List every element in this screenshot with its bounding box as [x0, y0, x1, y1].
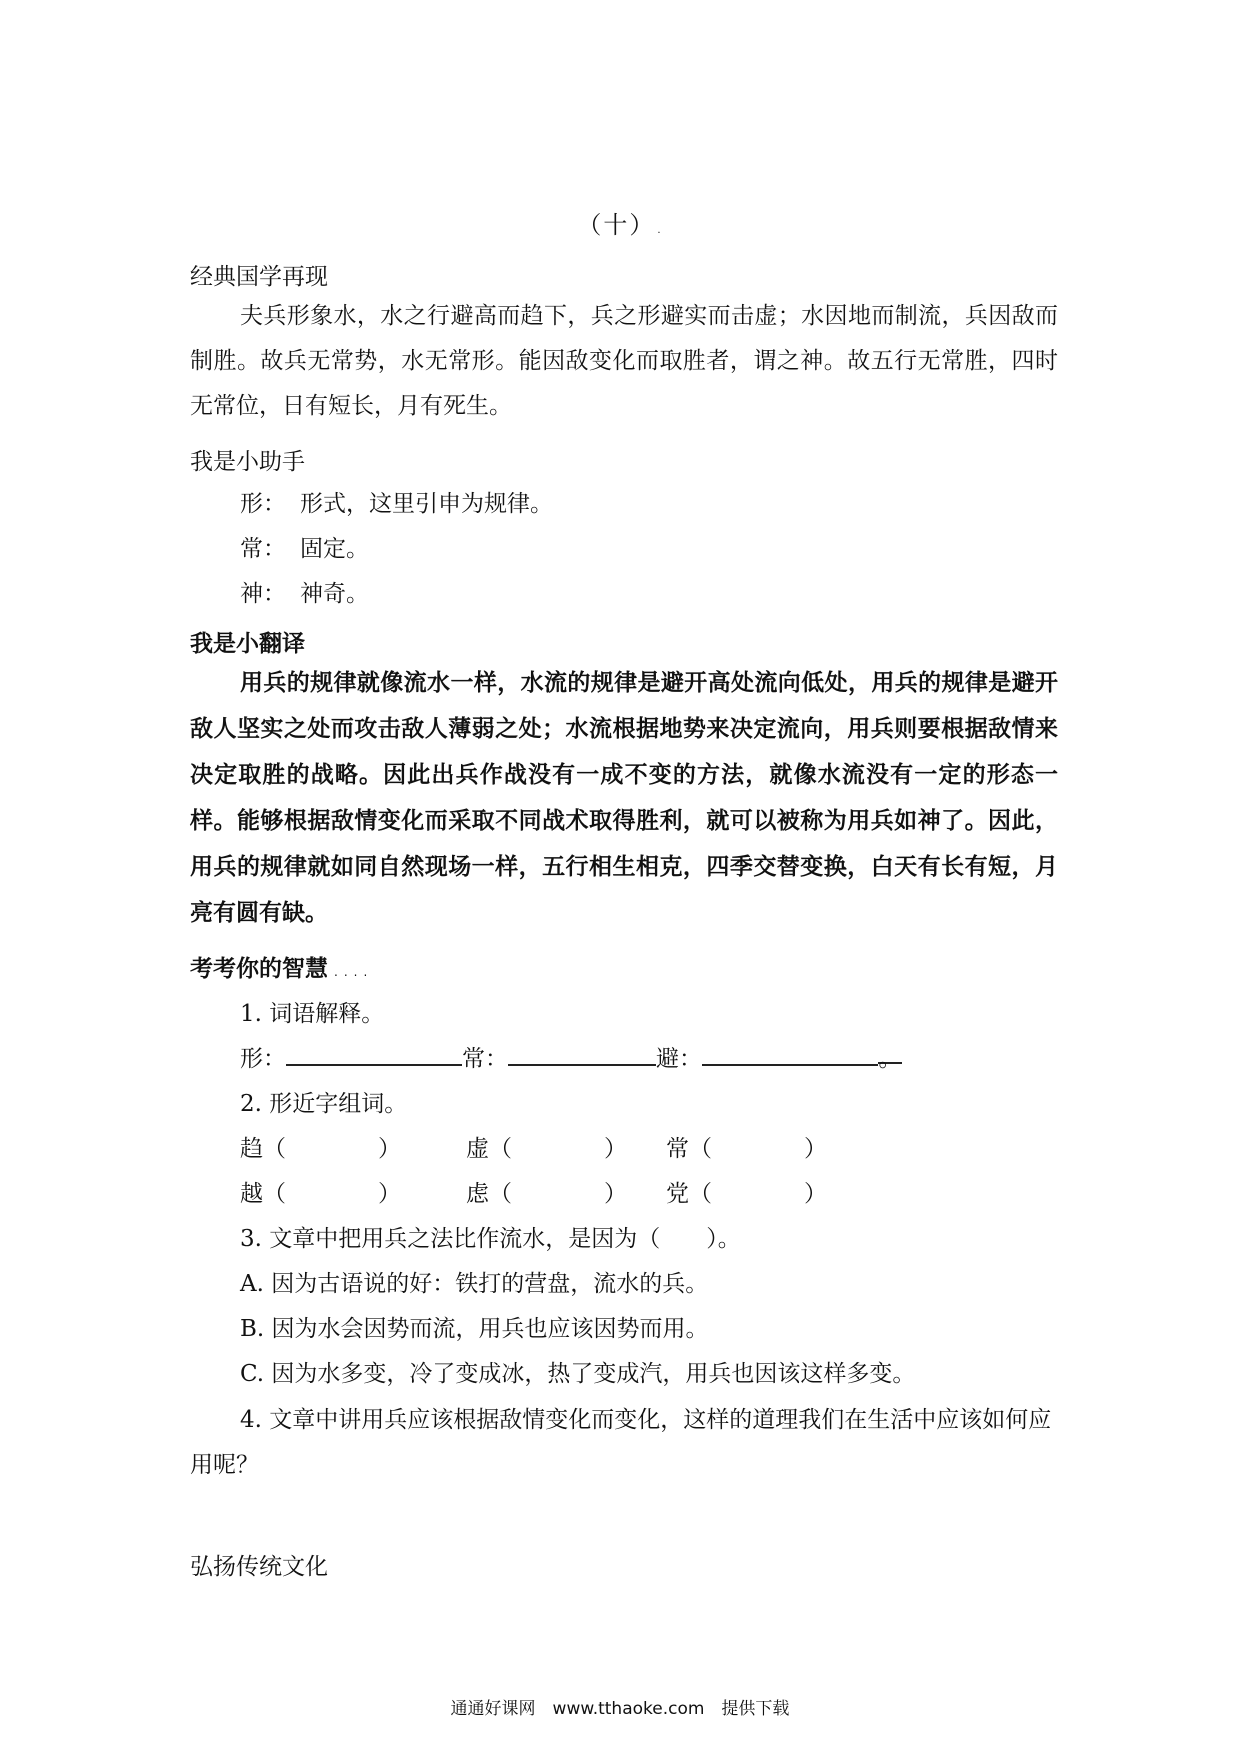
question-4: 4. 文章中讲用兵应该根据敌情变化而变化，这样的道理我们在生活中应该如何应用呢？ — [190, 1407, 1052, 1478]
section-heading-culture: 弘扬传统文化 — [190, 1554, 328, 1580]
answer-blank[interactable] — [286, 1042, 462, 1066]
gloss-definition: 固定。 — [300, 536, 369, 562]
fill-label-chang: 常： — [462, 1046, 508, 1072]
word-group-item[interactable]: 虚（ ） — [466, 1136, 627, 1162]
helper-heading-text: 我是小助手 — [190, 449, 305, 475]
word-group-item[interactable]: 党（ ） — [666, 1181, 827, 1207]
title-text: （十） — [577, 211, 656, 239]
question-1-fill-row — [240, 1040, 902, 1073]
answer-blank[interactable] — [702, 1042, 878, 1066]
section-heading-classic: 经典国学再现 — [190, 264, 328, 290]
word-group-item[interactable]: 越（ ） — [240, 1181, 401, 1207]
fill-label-xing: 形： — [240, 1046, 286, 1072]
word-group-item[interactable]: 常（ ） — [666, 1136, 827, 1162]
question-1: 1. 词语解释。 — [240, 1001, 385, 1027]
section-heading-helper — [190, 443, 305, 476]
option-a[interactable]: A. 因为古语说的好：铁打的营盘，流水的兵。 — [240, 1271, 709, 1297]
translation-text: 用兵的规律就像流水一样，水流的规律是避开高处流向低处，用兵的规律是避开敌人坚实之处而攻击敌人薄弱之处；水流根据地势来决定流向，用兵则要根据敌情来决定取胜的战略。因此出兵作战没有一成不变的方法，就像水流没有一定的形态一样。能够根据敌情变化而采取不同战术取得胜利，就可以被称为用兵如神了。因此，用兵的规律就如同自然现场一样，五行相生相克，四季交替变换，白天有长有短，月亮有圆有缺。 — [190, 670, 1058, 926]
fill-label-bi: 避： — [656, 1046, 702, 1072]
option-c[interactable]: C. 因为水多变，冷了变成冰，热了变成汽，用兵也因该这样多变。 — [240, 1361, 916, 1387]
word-group-item[interactable]: 趋（ ） — [240, 1136, 401, 1162]
question-2: 2. 形近字组词。 — [240, 1091, 408, 1117]
fill-end-mark: 。 — [878, 1040, 902, 1064]
gloss-term: 形： — [240, 491, 286, 517]
gloss-term: 常： — [240, 536, 286, 562]
answer-blank[interactable] — [508, 1042, 656, 1066]
gloss-definition: 形式，这里引申为规律。 — [300, 491, 553, 517]
word-group-item[interactable]: 虑（ ） — [466, 1181, 627, 1207]
section-heading-translate: 我是小翻译 — [190, 631, 305, 657]
gloss-definition: 神奇。 — [300, 581, 369, 607]
section-heading-quiz — [190, 950, 373, 983]
gloss-term: 神： — [240, 581, 286, 607]
question-3: 3. 文章中把用兵之法比作流水，是因为（ ）。 — [240, 1226, 741, 1252]
classic-text: 夫兵形象水，水之行避高而趋下，兵之形避实而击虚；水因地而制流，兵因敌而制胜。故兵无常势，水无常形。能因敌变化而取胜者，谓之神。故五行无常胜，四时无常位，日有短长，月有死生。 — [190, 303, 1058, 419]
page-footer: 通通好课网 www.tthaoke.com 提供下载 — [450, 1699, 790, 1719]
gloss-item — [240, 485, 553, 518]
gloss-item — [240, 530, 369, 563]
quiz-heading-text: 考考你的智慧 — [190, 956, 328, 982]
gloss-item — [240, 575, 369, 608]
heading-dots: .... — [334, 965, 374, 979]
title-mark: . — [657, 225, 663, 236]
option-b[interactable]: B. 因为水会因势而流，用兵也应该因势而用。 — [240, 1316, 709, 1342]
page-title — [0, 205, 1240, 240]
